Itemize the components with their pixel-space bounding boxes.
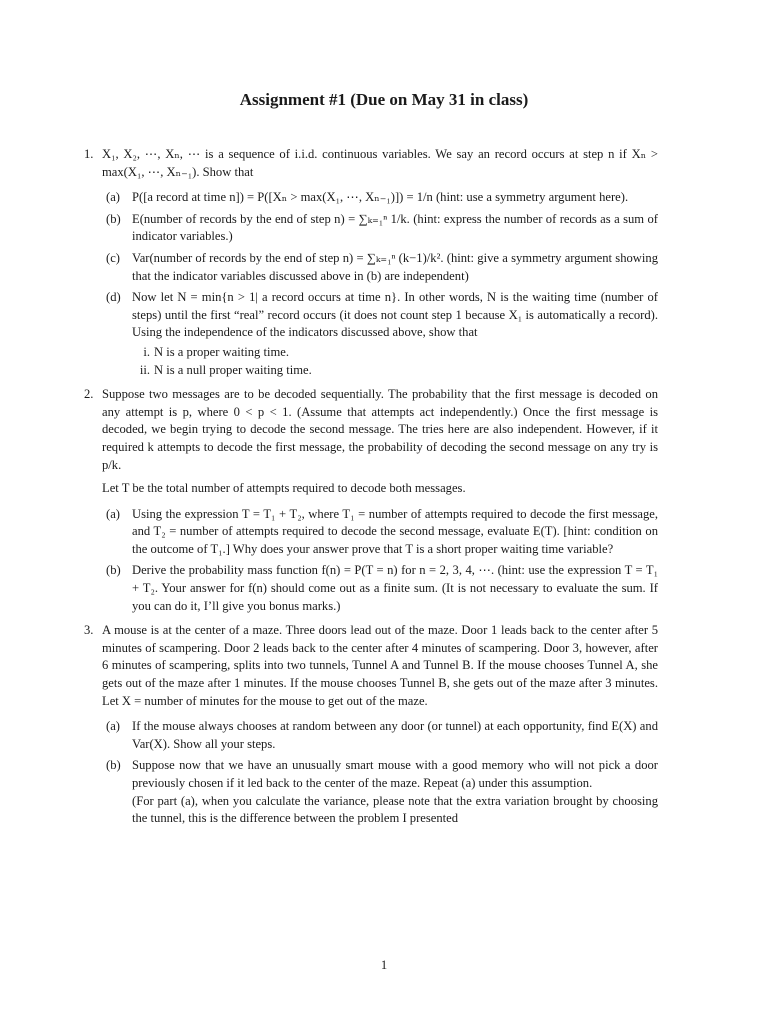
- problem-3: [84, 622, 658, 828]
- part-a: [102, 506, 658, 559]
- part-d: [102, 289, 658, 379]
- problem-parts: [102, 506, 658, 616]
- part-label: (a): [106, 506, 120, 521]
- part-a: [102, 718, 658, 753]
- problem-number: 1.: [84, 147, 94, 161]
- part-text: If the mouse always chooses at random between any door (or tunnel) at each opportunity, find E(X) and Var(X). Show all your steps.: [132, 719, 658, 751]
- sub-text: N is a proper waiting time.: [154, 344, 290, 359]
- part-text: E(number of records by the end of step n) = ∑ₖ₌₁ⁿ 1/k. (hint: express the number of records as a sum of indicator variables.): [132, 211, 658, 244]
- sub-item-ii: [132, 362, 658, 380]
- problem-2: [84, 386, 658, 615]
- part-b: [102, 757, 658, 827]
- sub-label: i.: [143, 344, 150, 359]
- part-label: (d): [106, 290, 121, 305]
- part-text: P([a record at time n]) = P([Xₙ > max(X₁, ⋯, Xₙ₋₁)]) = 1/n (hint: use a symmetry argument here).: [132, 190, 629, 205]
- part-c: [102, 250, 658, 285]
- problem-list: [84, 146, 658, 835]
- sub-items: [132, 344, 658, 379]
- problem-intro-2: Let T be the total number of attempts required to decode both messages.: [102, 481, 466, 496]
- problem-parts: [102, 189, 658, 379]
- sub-text: N is a null proper waiting time.: [154, 362, 312, 377]
- problem-intro: A mouse is at the center of a maze. Three doors lead out of the maze. Door 1 leads back to the center after 5 minutes of scampering. Door 2 leads back to the center after 4 minutes of scampering. Door 3, however, after 6 minutes of scampering, splits into two tunnels, Tunnel A and Tunnel B. If the mouse chooses Tunnel A, she gets out of the maze after 1 minutes. If the mouse chooses Tunnel B, she gets out of the maze after 3 minutes. Let X = number of minutes for the mouse to get out of the maze.: [102, 623, 658, 708]
- assignment-title: Assignment #1 (Due on May 31 in class): [239, 90, 529, 109]
- problem-intro: X₁, X₂, ⋯, Xₙ, ⋯ is a sequence of i.i.d. continuous variables. We say an record occurs at step n if Xₙ > max(X₁, ⋯, Xₙ₋₁). Show that: [102, 147, 658, 179]
- problem-intro: Suppose two messages are to be decoded sequentially. The probability that the first message is decoded on any attempt is p, where 0 < p < 1. (Assume that attempts act independently.) Once the first message is decoded, we begin trying to decode the second message. The tries here are also independent. However, if it required k attempts to decode the first message, the probability of decoding the second message on any try is p/k.: [102, 387, 658, 472]
- sub-label: ii.: [139, 362, 150, 377]
- part-label: (a): [106, 719, 120, 734]
- part-label: (c): [106, 250, 120, 265]
- part-label: (a): [106, 190, 120, 205]
- problem-number: 3.: [84, 623, 94, 638]
- problem-1: [84, 146, 658, 379]
- part-text: Suppose now that we have an unusually smart mouse with a good memory who will not pick a door previously chosen if it led back to the center of the maze. Repeat (a) under this assumption.: [132, 758, 658, 790]
- page-number: 1: [380, 958, 388, 972]
- part-label: (b): [106, 758, 121, 773]
- part-label: (b): [106, 211, 121, 226]
- problem-parts: [102, 718, 658, 828]
- sub-item-i: [132, 344, 658, 362]
- part-note: (For part (a), when you calculate the variance, please note that the extra variation brought by choosing the tunnel, this is the difference between the problem I presented: [132, 793, 658, 826]
- part-a: [102, 189, 658, 207]
- problem-number: 2.: [84, 387, 94, 402]
- part-text: Derive the probability mass function f(n) = P(T = n) for n = 2, 3, 4, ⋯. (hint: use the expression T = T₁ + T₂. Your answer for f(n) should come out as a finite sum. (It is not necessary to evaluate the sum. If you can do it, I’ll give you bonus marks.): [132, 563, 658, 613]
- part-text: Var(number of records by the end of step n) = ∑ₖ₌₁ⁿ (k−1)/k². (hint: give a symmetry argument showing that the indicator variables discussed above in (b) are independent): [132, 250, 658, 283]
- part-b: [102, 211, 658, 246]
- part-b: [102, 562, 658, 615]
- part-label: (b): [106, 563, 121, 578]
- part-text: Now let N = min{n > 1| a record occurs at time n}. In other words, N is the waiting time (number of steps) until the first “real” record occurs (it does not count step 1 because X₁ is automatically a record). Using the independence of the indicators discussed above, show that: [132, 290, 658, 340]
- part-text: Using the expression T = T₁ + T₂, where T₁ = number of attempts required to decode the first message, and T₂ = number of attempts required to decode the second message, evaluate E(T). [hint: condition on the outcome of T₁.] Why does your answer prove that T is a short proper waiting time variable?: [132, 506, 658, 556]
